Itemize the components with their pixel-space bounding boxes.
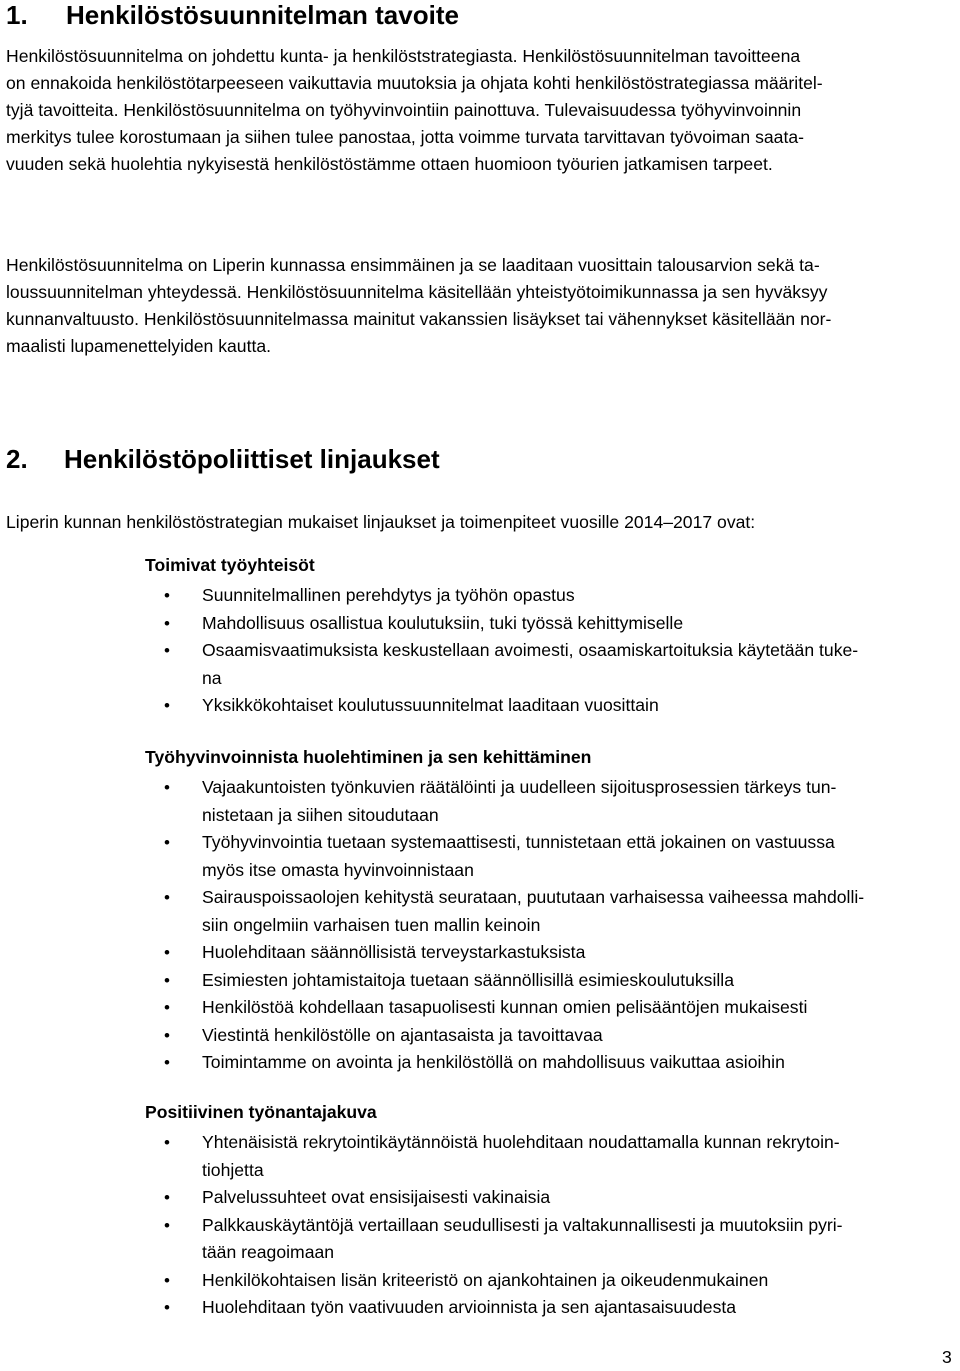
list-item-text: Yksikkökohtaiset koulutussuunnitelmat laaditaan vuosittain [202, 695, 659, 715]
bullet-icon: • [164, 613, 170, 633]
section-1-title: Henkilöstösuunnitelman tavoite [66, 0, 459, 30]
subsection-positiivinen-tyonantajakuva [145, 1099, 843, 1322]
list-item-text: Henkilöstöä kohdellaan tasapuolisesti kunnan omien pelisääntöjen mukaisesti [202, 997, 808, 1017]
bullet-icon: • [164, 696, 170, 715]
list-item [145, 1267, 843, 1295]
bullet-list [145, 582, 858, 720]
section-1-heading [6, 0, 459, 30]
section-2-intro [6, 509, 755, 536]
paragraph-line: Henkilöstösuunnitelma on Liperin kunnassa ensimmäinen ja se laaditaan vuosittain talousarvion sekä ta- [6, 255, 820, 275]
subsection-tyohyvinvointi [145, 744, 864, 1077]
paragraph-line: loussuunnitelman yhteydessä. Henkilöstösuunnitelma käsitellään yhteistyötoimikunnassa ja sen hyväksyy [6, 282, 828, 302]
section-2-title: Henkilöstöpoliittiset linjaukset [64, 444, 440, 474]
bullet-icon: • [164, 641, 170, 660]
subsection-heading: Työhyvinvoinnista huolehtiminen ja sen kehittäminen [145, 747, 592, 767]
list-item [145, 1184, 843, 1212]
bullet-icon: • [164, 1215, 170, 1235]
list-item [145, 1049, 864, 1077]
list-item [145, 1294, 843, 1322]
list-item-text: Osaamisvaatimuksista keskustellaan avoimesti, osaamiskartoituksia käytetään tuke- [202, 640, 859, 660]
bullet-icon: • [164, 888, 170, 907]
section-1-number: 1. [6, 0, 28, 30]
list-item [145, 884, 864, 939]
paragraph-line: Henkilöstösuunnitelma on johdettu kunta- ja henkilöststrategiasta. Henkilöstösuunnitelman tavoitteena [6, 46, 801, 66]
subsection-toimivat-tyoyhteisot [145, 552, 858, 720]
section-2-heading [6, 444, 440, 474]
section-1-paragraph-2 [6, 252, 831, 360]
list-item-text: Sairauspoissaolojen kehitystä seurataan, puututaan varhaisessa vaiheessa mahdolli- [202, 887, 865, 907]
list-item-text: Vajaakuntoisten työnkuvien räätälöinti ja uudelleen sijoitusprosessien tärkeys tun- [202, 777, 837, 797]
list-item-text: Esimiesten johtamistaitoja tuetaan säännöllisillä esimieskoulutuksilla [202, 969, 734, 990]
bullet-icon: • [164, 998, 170, 1017]
list-item-text: siin ongelmiin varhaisen tuen mallin keinoin [202, 914, 541, 935]
subsection-heading: Positiivinen työnantajakuva [145, 1102, 377, 1122]
list-item-text: tiohjetta [202, 1159, 264, 1180]
paragraph-line: on ennakoida henkilöstötarpeeseen vaikuttavia muutoksia ja ohjata kohti henkilöstöstrategiassa määritel- [6, 73, 823, 93]
list-item-text: Henkilökohtaisen lisän kriteeristö on ajankohtainen ja oikeudenmukainen [202, 1269, 769, 1290]
subsection-heading: Toimivat työyhteisöt [145, 555, 315, 575]
bullet-icon: • [164, 1025, 170, 1045]
bullet-icon: • [164, 1053, 170, 1072]
intro-line: Liperin kunnan henkilöstöstrategian mukaiset linjaukset ja toimenpiteet vuosille 2014–2017 ovat: [6, 512, 756, 532]
list-item [145, 939, 864, 967]
section-2-number: 2. [6, 444, 28, 474]
paragraph-line: tyjä tavoitteita. Henkilöstösuunnitelma on työhyvinvointiin painottuva. Tulevaisuudessa työhyvinvoinnin [6, 100, 802, 120]
list-item-text: Huolehditaan työn vaativuuden arvioinnista ja sen ajantasaisuudesta [202, 1297, 737, 1317]
paragraph-line: maalisti lupamenettelyiden kautta. [6, 336, 272, 356]
list-item-text: Viestintä henkilöstölle on ajantasaista ja tavoittavaa [202, 1024, 603, 1045]
bullet-icon: • [164, 1133, 170, 1152]
list-item-text: Yhtenäisistä rekrytointikäytännöistä huolehditaan noudattamalla kunnan rekrytoin- [202, 1132, 840, 1152]
paragraph-line: kunnanvaltuusto. Henkilöstösuunnitelmassa mainitut vakanssien lisäykset tai vähennykset käsitellään nor- [6, 309, 832, 329]
paragraph-line: vuuden sekä huolehtia nykyisestä henkilöstöstämme ottaen huomioon työurien jatkamisen tarpeet. [6, 154, 773, 174]
bullet-icon: • [164, 833, 170, 852]
list-item-text: Työhyvinvointia tuetaan systemaattisesti, tunnistetaan että jokainen on vastuussa [202, 832, 835, 852]
bullet-icon: • [164, 1270, 170, 1290]
bullet-icon: • [164, 1298, 170, 1317]
list-item [145, 637, 858, 692]
list-item-text: Huolehditaan säännöllisistä terveystarkastuksista [202, 942, 586, 962]
paragraph-line: merkitys tulee korostumaan ja siihen tulee panostaa, jotta voimme turvata tarvittavan työvoiman saata- [6, 127, 804, 147]
list-item [145, 1212, 843, 1267]
list-item [145, 692, 858, 720]
bullet-list [145, 774, 864, 1077]
list-item [145, 774, 864, 829]
list-item-text: na [202, 667, 222, 688]
list-item [145, 1129, 843, 1184]
list-item-text: Palvelussuhteet ovat ensisijaisesti vakinaisia [202, 1187, 551, 1207]
bullet-icon: • [164, 1188, 170, 1207]
list-item [145, 994, 864, 1022]
list-item [145, 967, 864, 995]
bullet-list [145, 1129, 843, 1322]
list-item-text: myös itse omasta hyvinvoinnistaan [202, 859, 474, 880]
list-item-text: Toimintamme on avointa ja henkilöstöllä on mahdollisuus vaikuttaa asioihin [202, 1052, 785, 1072]
page-number: 3 [942, 1347, 952, 1367]
list-item-text: Palkkauskäytäntöjä vertaillaan seudullisesti ja valtakunnallisesti ja muutoksiin pyri- [202, 1214, 843, 1235]
list-item [145, 829, 864, 884]
section-1-paragraph-1 [6, 43, 823, 178]
list-item [145, 582, 858, 610]
bullet-icon: • [164, 778, 170, 797]
list-item [145, 1022, 864, 1050]
bullet-icon: • [164, 943, 170, 962]
bullet-icon: • [164, 586, 170, 605]
list-item-text: nistetaan ja siihen sitoudutaan [202, 804, 439, 825]
bullet-icon: • [164, 970, 170, 990]
list-item-text: tään reagoimaan [202, 1242, 335, 1262]
list-item-text: Suunnitelmallinen perehdytys ja työhön opastus [202, 585, 575, 605]
list-item [145, 610, 858, 638]
list-item-text: Mahdollisuus osallistua koulutuksiin, tuki työssä kehittymiselle [202, 612, 684, 633]
